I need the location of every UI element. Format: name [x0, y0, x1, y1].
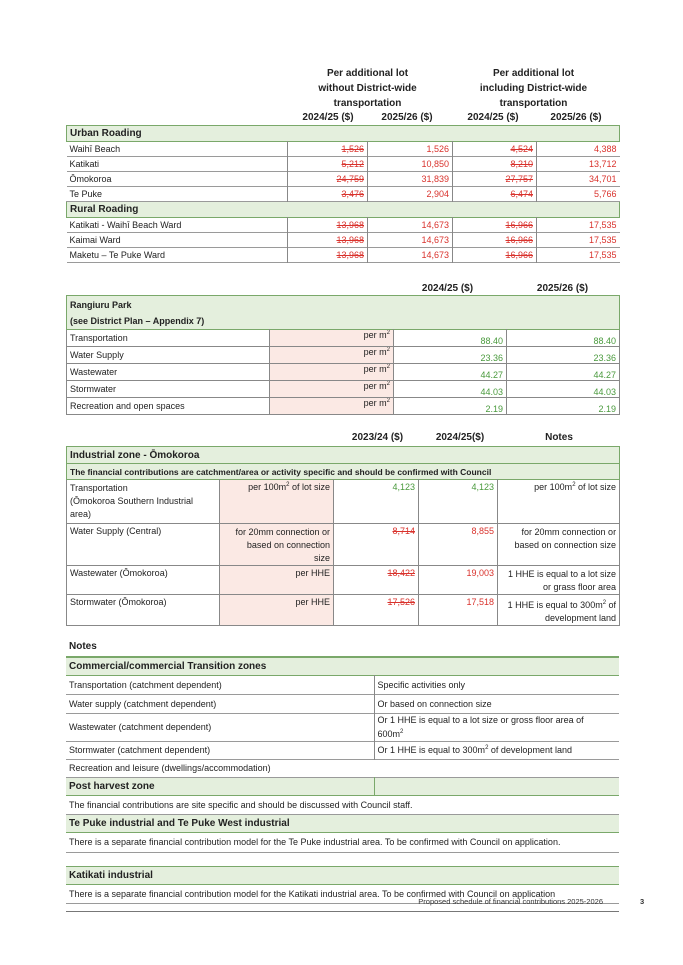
table-row: [66, 741, 619, 759]
cell-old: 17,526: [334, 595, 419, 626]
t1-group2-line2: including District-wide: [479, 83, 588, 94]
tepuke-title: Te Puke industrial and Te Puke West industrial: [69, 817, 290, 829]
note-line: Or 1 HHE is equal to a lot size or gross floor area of: [377, 715, 584, 725]
post-harvest-title: Post harvest zone: [66, 777, 374, 795]
cell-old: 13,968: [288, 218, 368, 233]
unit-cell: [220, 524, 334, 566]
row-label: Wastewater (Ōmokoroa): [67, 566, 220, 595]
row-label: Transportation: [67, 330, 270, 347]
row-label: Kaimai Ward: [67, 233, 288, 248]
note-value: Or 1 HHE is equal to a lot size or gross floor area of $600m^2$: [374, 713, 619, 741]
katikati-title: Katikati industrial: [69, 869, 153, 881]
cell-value: 4,123: [334, 480, 419, 524]
cell-new: 4,388: [593, 144, 617, 154]
table-row: [66, 795, 619, 814]
spacer-row: [66, 852, 619, 866]
cell-value: 23.36: [394, 347, 507, 364]
unit-line: based on connection: [246, 540, 330, 550]
tepuke-text: There is a separate financial contribution model for the Te Puke industrial area. To be confirmed with Council on application.: [69, 837, 561, 847]
cell-old: 18,422: [334, 566, 419, 595]
t3-title-row: [67, 447, 620, 464]
table-row: [67, 233, 620, 248]
commercial-title-row: [66, 657, 619, 675]
cell-new: 2,904: [368, 187, 453, 202]
cell-new: 1,526: [368, 142, 453, 157]
cell-value: 23.36: [593, 353, 617, 363]
t3-subtitle: The financial contributions are catchment/area or activity specific and should be confirmed with Council: [70, 466, 492, 477]
note-value: Or based on connection size: [377, 698, 492, 709]
row-label-line: (Ōmokoroa Southern Industrial area): [70, 496, 194, 519]
table-row: [67, 157, 620, 172]
post-harvest-text: The financial contributions are site specific and should be discussed with Council staff.: [69, 799, 413, 810]
note-value: Or 1 HHE is equal to $300m^2$ of development land: [377, 745, 572, 755]
footer-text: Proposed schedule of financial contributions 2025-2026: [418, 897, 603, 906]
cell-value: 2.19: [598, 404, 617, 414]
cell-old: 24,759: [288, 172, 368, 187]
note-line: based on connection size: [514, 540, 617, 550]
cell-old: 1,526: [288, 142, 368, 157]
rangiuru-table: [66, 295, 620, 415]
cell-old: 16,966: [453, 248, 537, 263]
table-row: [67, 595, 620, 626]
row-label: Recreation and open spaces: [67, 398, 270, 415]
t1-group1-line1: Per additional lot: [326, 68, 409, 79]
note-label: Water supply (catchment dependent): [66, 694, 374, 713]
unit-cell: per $m^2$: [270, 347, 394, 364]
cell-new: 14,673: [368, 218, 453, 233]
cell-value: 44.03: [593, 387, 617, 397]
row-label: Waihī Beach: [67, 142, 288, 157]
cell-new: 17,535: [588, 250, 617, 260]
table-row: [67, 172, 620, 187]
table-row: [67, 248, 620, 263]
t1-group1-line3: transportation: [333, 98, 402, 109]
cell-old: 16,966: [453, 233, 537, 248]
cell-new: 14,673: [368, 248, 453, 263]
t2-year-1: 2024/25 ($): [421, 283, 474, 294]
t1-year-4: 2025/26 ($): [550, 112, 602, 123]
table-row: [67, 142, 620, 157]
footer-rule: [66, 911, 619, 912]
cell-old: 3,476: [288, 187, 368, 202]
unit-cell: per HHE: [220, 566, 334, 595]
row-label: Wastewater: [67, 364, 270, 381]
notes-heading: Notes: [69, 641, 97, 652]
t1-year-3: 2024/25 ($): [467, 112, 519, 123]
table-row: [66, 713, 619, 741]
note-line: or grass floor area: [543, 582, 617, 592]
row-label: Katikati: [67, 157, 288, 172]
cell-value: 88.40: [394, 330, 507, 347]
industrial-table: [66, 446, 620, 626]
katikati-text: There is a separate financial contribution model for the Katikati industrial area. To be confirmed with Council on application: [69, 888, 556, 899]
unit-line: for 20mm connection or: [235, 527, 330, 537]
table-row: [67, 480, 620, 524]
t3-col-1: 2023/24 ($): [351, 432, 404, 443]
table-row: [67, 187, 620, 202]
note-line: 1 HHE is equal to a lot size: [508, 569, 617, 579]
cell-new: 14,673: [368, 233, 453, 248]
cell-new: 8,855: [419, 524, 498, 566]
t1-year-1: 2024/25 ($): [302, 112, 354, 123]
note-value: Specific activities only: [377, 679, 466, 690]
cell-new: 31,839: [368, 172, 453, 187]
table-row: [67, 347, 620, 364]
t1-section-rural: [67, 202, 620, 218]
t3-col-2: 2024/25($): [435, 432, 485, 443]
row-label: Stormwater (Ōmokoroa): [67, 595, 220, 626]
unit-cell: per $m^2$: [270, 381, 394, 398]
tepuke-title-row: [66, 814, 619, 832]
unit-cell: per $m^2$: [270, 330, 394, 347]
unit-cell: per $m^2$: [270, 398, 394, 415]
cell-old: 6,474: [453, 187, 537, 202]
cell-old: 13,968: [288, 248, 368, 263]
t2-title-row: [67, 296, 620, 330]
roading-table: [66, 125, 620, 263]
cell-new: 34,701: [588, 174, 617, 184]
t1-section-title: Urban Roading: [67, 126, 620, 142]
cell-value: 2.19: [394, 398, 507, 415]
table-row: [67, 364, 620, 381]
cell-new: 17,535: [588, 235, 617, 245]
unit-cell: per $100m^2$ of lot size: [220, 480, 334, 524]
t1-group1-header: [300, 66, 435, 111]
t1-group2-line3: transportation: [499, 98, 568, 109]
table-row: [66, 675, 619, 694]
note-line: development land: [545, 613, 617, 623]
commercial-title: Commercial/commercial Transition zones: [69, 660, 267, 672]
cell-value: 88.40: [593, 336, 617, 346]
unit-cell: per $m^2$: [270, 364, 394, 381]
note-cell: per $100m^2$ of lot size: [534, 482, 617, 492]
cell-value: 44.03: [394, 381, 507, 398]
row-label: Stormwater: [67, 381, 270, 398]
note-label: Transportation (catchment dependent): [66, 675, 374, 694]
table-row: [67, 398, 620, 415]
cell-new: 17,518: [419, 595, 498, 626]
katikati-title-row: [66, 866, 619, 884]
cell-old: 13,968: [288, 233, 368, 248]
row-label: Water Supply (Central): [67, 524, 220, 566]
cell-old: 8,714: [334, 524, 419, 566]
t1-section-urban: [67, 126, 620, 142]
t1-group1-line2: without District-wide: [318, 83, 417, 94]
cell-new: 10,850: [368, 157, 453, 172]
cell-old: 16,966: [453, 218, 537, 233]
t3-col-3: Notes: [545, 432, 573, 443]
table-row: [66, 694, 619, 713]
cell-value: 4,123: [419, 480, 498, 524]
row-label: Te Puke: [67, 187, 288, 202]
cell-old: 8,210: [453, 157, 537, 172]
t2-title: Rangiuru Park: [70, 299, 132, 310]
cell-value: 44.27: [593, 370, 617, 380]
t1-group2-line1: Per additional lot: [492, 68, 575, 79]
note-cell: 1 HHE is equal to $300m^2$ of development land: [498, 595, 620, 626]
t3-subtitle-row: [67, 464, 620, 480]
cell-new: 19,003: [419, 566, 498, 595]
post-harvest-title-row: [66, 777, 619, 795]
page-number: 3: [640, 897, 645, 906]
table-row: [67, 218, 620, 233]
row-label: [67, 480, 220, 524]
t2-subtitle: (see District Plan – Appendix 7): [70, 315, 205, 326]
t1-year-2: 2025/26 ($): [381, 112, 433, 123]
cell-old: 5,212: [288, 157, 368, 172]
commercial-table: [66, 656, 619, 904]
row-label: Katikati - Waihī Beach Ward: [67, 218, 288, 233]
cell-new: 17,535: [588, 220, 617, 230]
t1-group2-header: [466, 66, 601, 111]
t1-section-title: Rural Roading: [67, 202, 620, 218]
row-label: Ōmokoroa: [67, 172, 288, 187]
cell-new: 5,766: [593, 189, 617, 199]
note-label: Recreation and leisure (dwellings/accommodation): [69, 763, 271, 773]
table-row: [67, 330, 620, 347]
cell-old: 27,757: [453, 172, 537, 187]
table-row: [67, 381, 620, 398]
note-cell: [498, 566, 620, 595]
unit-cell: per HHE: [220, 595, 334, 626]
note-line: for 20mm connection or: [521, 527, 617, 537]
table-row: [67, 566, 620, 595]
note-label: Stormwater (catchment dependent): [66, 741, 374, 759]
note-label: Wastewater (catchment dependent): [66, 713, 374, 741]
table-row: [66, 832, 619, 852]
table-row: [67, 524, 620, 566]
note-cell: [498, 524, 620, 566]
row-label: Maketu – Te Puke Ward: [67, 248, 288, 263]
t2-year-2: 2025/26 ($): [536, 283, 589, 294]
row-label-line: Transportation: [70, 483, 128, 493]
cell-old: 4,524: [453, 142, 537, 157]
cell-value: 44.27: [394, 364, 507, 381]
t3-title: Industrial zone - Ōmokoroa: [70, 449, 200, 461]
row-label: Water Supply: [67, 347, 270, 364]
unit-line: size: [313, 553, 330, 563]
table-row: [66, 759, 619, 777]
cell-new: 13,712: [588, 159, 617, 169]
